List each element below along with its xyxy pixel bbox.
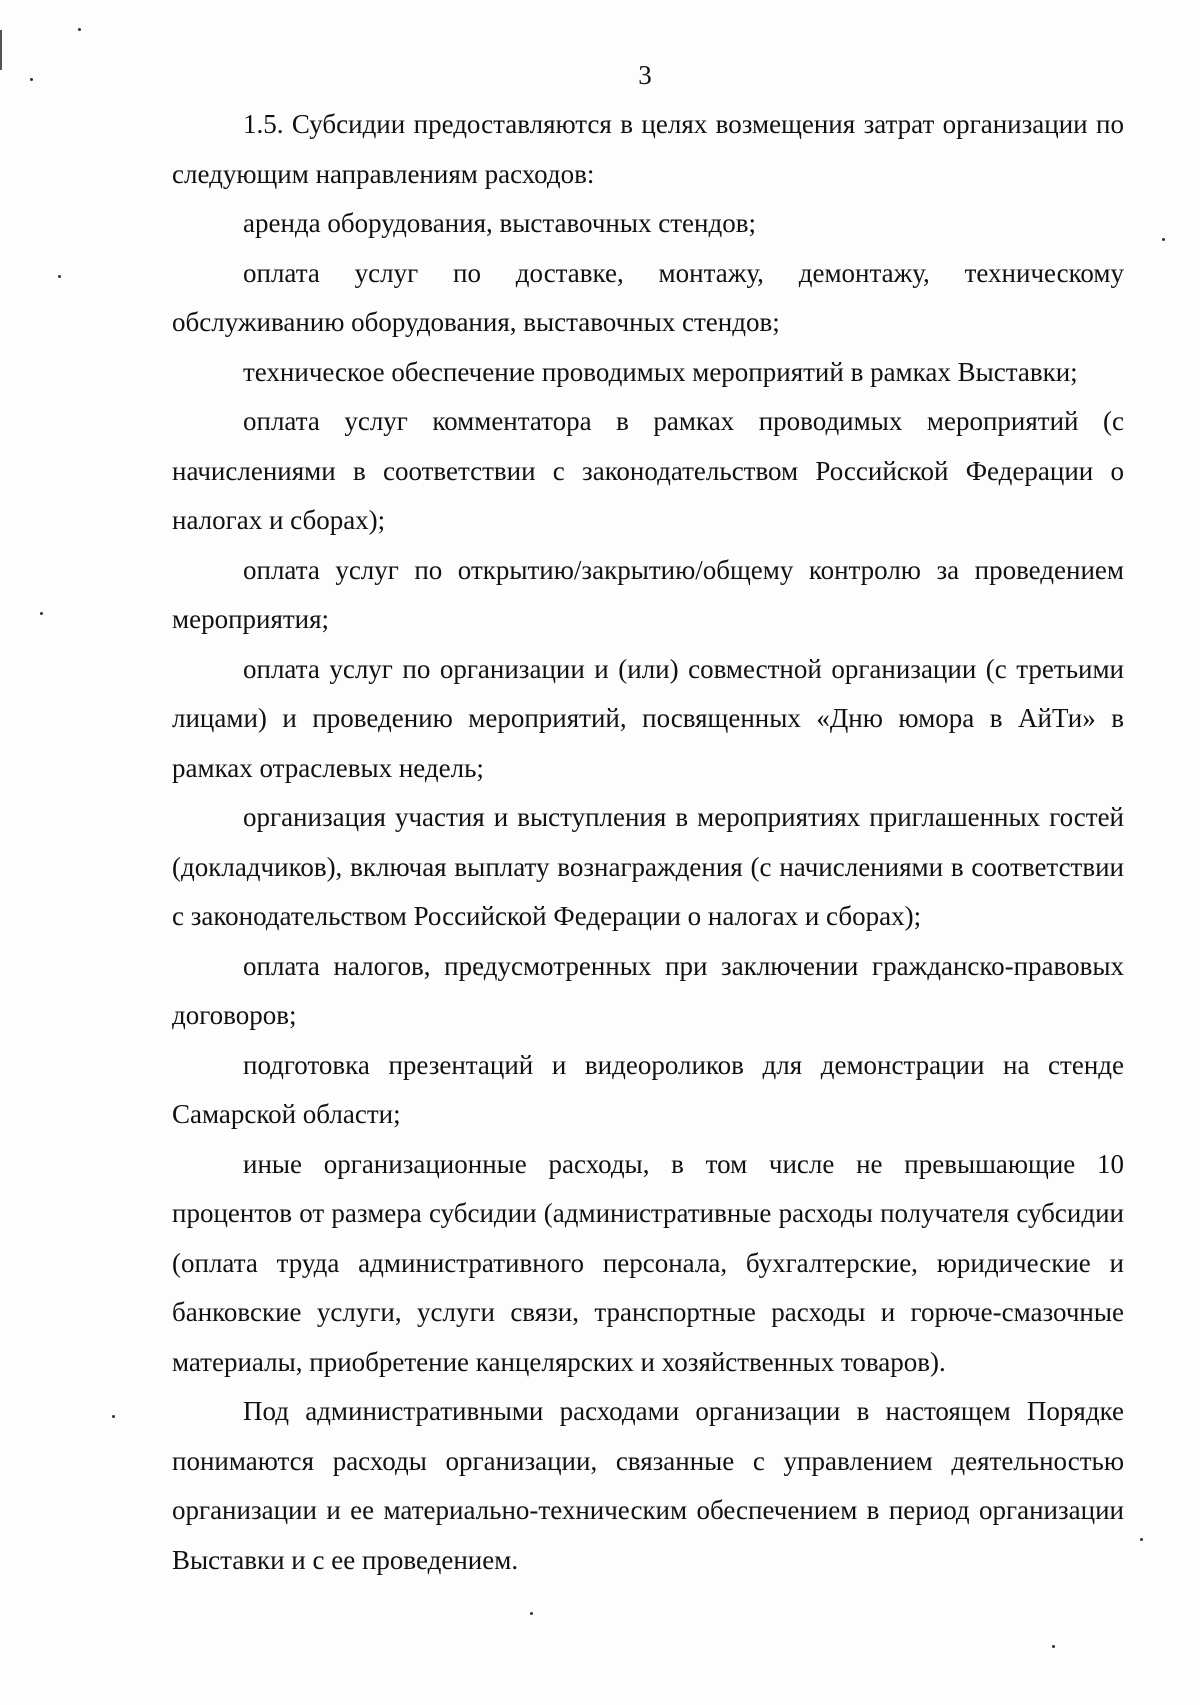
scan-edge-mark bbox=[0, 30, 2, 70]
paragraph-humor-day-events: оплата услуг по организации и (или) совместной организации (с третьими лицами) и проведению мероприятий, посвященных «Дню юмора в АйТи» в рамках отраслевых недель; bbox=[172, 653, 1124, 783]
paragraph-delivery-services: оплата услуг по доставке, монтажу, демонтажу, техническому обслуживанию оборудования, выставочных стендов; bbox=[172, 257, 1124, 337]
paragraph-subsidy-purpose: 1.5. Субсидии предоставляются в целях возмещения затрат организации по следующим направлениям расходов: bbox=[172, 109, 1124, 189]
scan-speck bbox=[1162, 238, 1165, 241]
scan-speck bbox=[112, 1415, 115, 1418]
scan-speck bbox=[78, 28, 81, 31]
paragraph-opening-closing: оплата услуг по открытию/закрытию/общему контролю за проведением мероприятия; bbox=[172, 554, 1124, 634]
paragraph-presentations: подготовка презентаций и видеороликов для демонстрации на стенде Самарской области; bbox=[172, 1049, 1124, 1129]
paragraph-guest-speakers: организация участия и выступления в мероприятиях приглашенных гостей (докладчиков), включая выплату вознаграждения (с начислениями в соответствии с законодательством Российской Федерации о налогах и сборах); bbox=[172, 802, 1124, 931]
paragraph-admin-expenses-definition: Под административными расходами организации в настоящем Порядке понимаются расходы организации, связанные с управлением деятельностью организации и ее материально-техническим обеспечением в период организации Выставки и с ее проведением. bbox=[172, 1396, 1124, 1575]
paragraph-equipment-rental: аренда оборудования, выставочных стендов; bbox=[243, 208, 756, 238]
paragraph-other-expenses: иные организационные расходы, в том числе не превышающие 10 процентов от размера субсидии (административные расходы получателя субсидии (оплата труда административного персонала, бухгалтерские, юридические и банковские услуги, услуги связи, транспортные расходы и горюче-смазочные материалы, приобретение канцелярских и хозяйственных товаров). bbox=[172, 1148, 1124, 1377]
scan-speck bbox=[530, 1612, 533, 1615]
paragraph-technical-support: техническое обеспечение проводимых мероприятий в рамках Выставки; bbox=[243, 356, 1078, 387]
document-body bbox=[172, 100, 1124, 1585]
paragraph-commentator-services: оплата услуг комментатора в рамках проводимых мероприятий (с начислениями в соответствии с законодательством Российской Федерации о налогах и сборах); bbox=[172, 406, 1124, 535]
paragraph-taxes: оплата налогов, предусмотренных при заключении гражданско-правовых договоров; bbox=[172, 950, 1124, 1030]
scan-speck bbox=[40, 612, 43, 615]
page-number: 3 bbox=[638, 60, 652, 90]
scan-speck bbox=[30, 78, 33, 81]
scan-speck bbox=[1052, 1645, 1055, 1648]
scan-speck bbox=[1140, 1538, 1143, 1541]
scan-speck bbox=[58, 275, 61, 278]
